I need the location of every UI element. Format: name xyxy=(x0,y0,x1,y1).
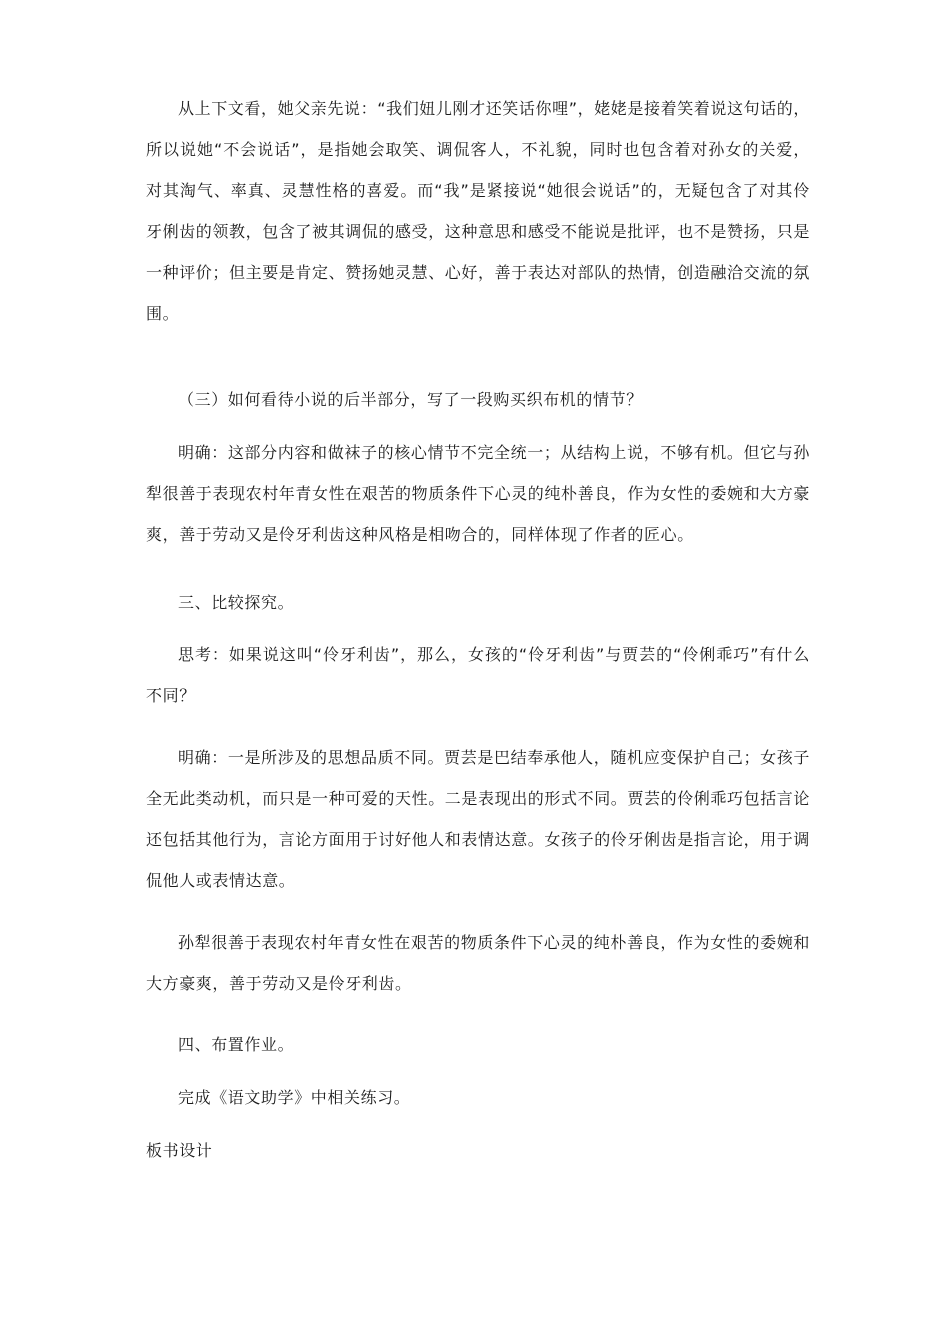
section-heading-compare: 三、比较探究。 xyxy=(178,593,295,612)
paragraph-answer-compare: 明确：一是所涉及的思想品质不同。贾芸是巴结奉承他人，随机应变保护自己；女孩子全无此类动机，而只是一种可爱的天性。二是表现出的形式不同。贾芸的伶俐乖巧包括言论还包括其他行为，言论方面用于讨好他人和表情达意。女孩子的伶牙俐齿是指言论，用于调侃他人或表情达意。 xyxy=(146,748,811,890)
section-heading-homework: 四、布置作业。 xyxy=(178,1035,295,1054)
paragraph-think-question: 思考：如果说这叫“伶牙利齿”，那么，女孩的“伶牙利齿”与贾芸的“伶俐乖巧”有什么不同？ xyxy=(146,645,810,705)
paragraph-summary: 孙犁很善于表现农村年青女性在艰苦的物质条件下心灵的纯朴善良，作为女性的委婉和大方豪爽，善于劳动又是伶牙利齿。 xyxy=(146,933,810,993)
board-design-heading: 板书设计 xyxy=(146,1141,213,1160)
paragraph-analysis: 从上下文看，她父亲先说：“我们妞儿刚才还笑话你哩”，姥姥是接着笑着说这句话的，所以说她“不会说话”，是指她会取笑、调侃客人，不礼貌，同时也包含着对孙女的关爱，对其淘气、率真、灵慧性格的喜爱。而“我”是紧接说“她很会说话”的，无疑包含了对其伶牙俐齿的领教，包含了被其调侃的感受，这种意思和感受不能说是批评，也不是赞扬，只是一种评价；但主要是肯定、赞扬她灵慧、心好，善于表达对部队的热情，创造融洽交流的氛围。 xyxy=(146,99,811,323)
paragraph-homework: 完成《语文助学》中相关练习。 xyxy=(178,1088,411,1107)
question-three: （三）如何看待小说的后半部分，写了一段购买织布机的情节？ xyxy=(178,390,643,409)
paragraph-answer-weaving: 明确：这部分内容和做袜子的核心情节不完全统一；从结构上说，不够有机。但它与孙犁很善于表现农村年青女性在艰苦的物质条件下心灵的纯朴善良，作为女性的委婉和大方豪爽，善于劳动又是伶牙利齿这种风格是相吻合的，同样体现了作者的匠心。 xyxy=(146,443,811,544)
